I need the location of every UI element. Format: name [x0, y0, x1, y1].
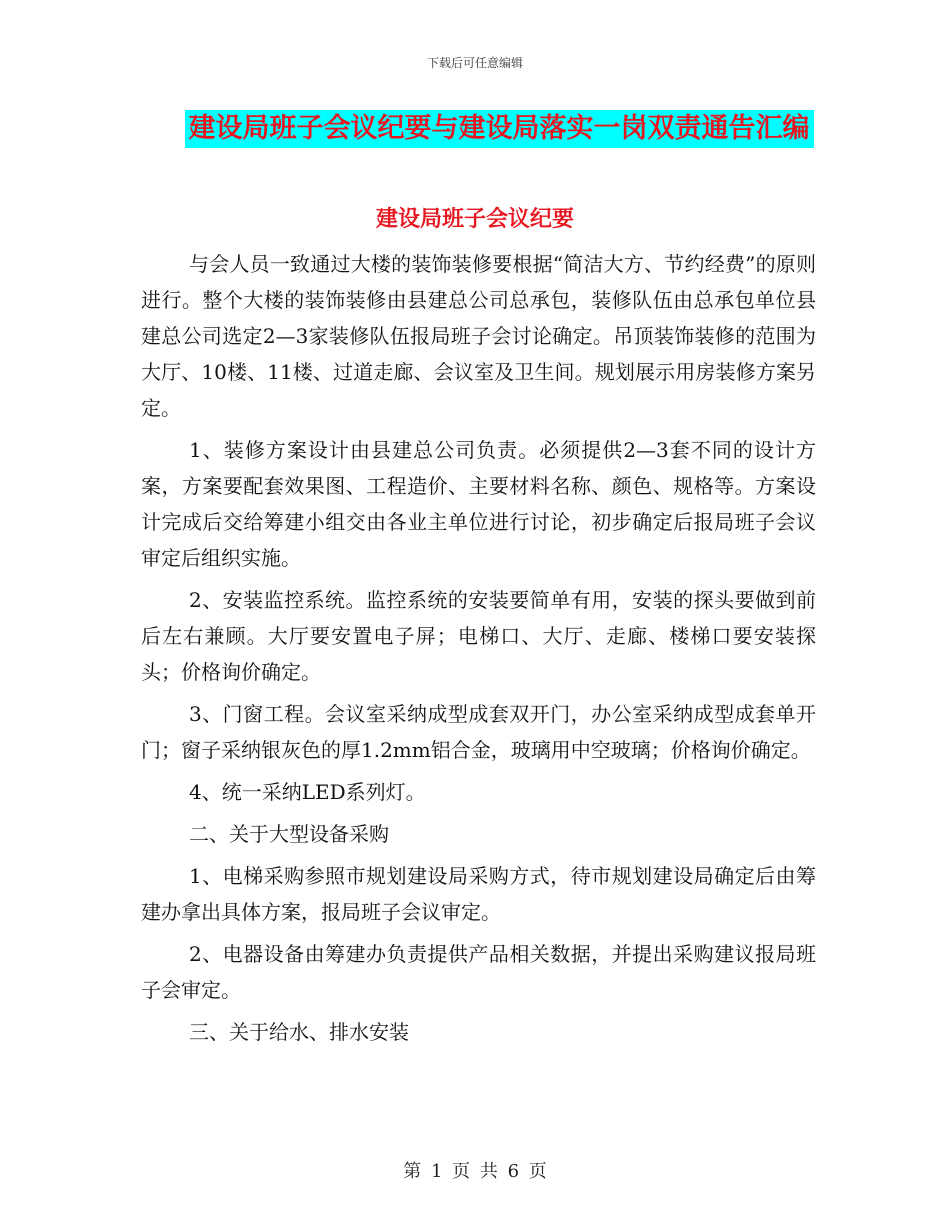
paragraph: 3、门窗工程。会议室采纳成型成套双开门，办公室采纳成型成套单开门；窗子采纳银灰色的厚1.2mm铝合金，玻璃用中空玻璃；价格询价确定。: [141, 702, 816, 762]
paragraph: 1、电梯采购参照市规划建设局采购方式，待市规划建设局确定后由筹建办拿出具体方案，报局班子会议审定。: [141, 864, 816, 924]
document-body: [141, 246, 816, 1050]
section-title: 建设局班子会议纪要: [375, 206, 574, 232]
header-note: 下载后可任意编辑: [426, 56, 523, 70]
main-title: 建设局班子会议纪要与建设局落实一岗双责通告汇编: [185, 110, 814, 148]
page-number: 第 1 页 共 6 页: [403, 1161, 547, 1182]
paragraph: 4、统一采纳LED系列灯。: [189, 780, 426, 804]
paragraph: 1、装修方案设计由县建总公司负责。必须提供2—3套不同的设计方案，方案要配套效果图、工程造价、主要材料名称、颜色、规格等。方案设计完成后交给筹建小组交由各业主单位进行讨论，初步确定后报局班子会议审定后组织实施。: [141, 438, 816, 570]
paragraph: 三、关于给水、排水安装: [189, 1020, 409, 1044]
paragraph: 与会人员一致通过大楼的装饰装修要根据“简洁大方、节约经费”的原则进行。整个大楼的装饰装修由县建总公司总承包，装修队伍由总承包单位县建总公司选定2—3家装修队伍报局班子会讨论确定。吊顶装饰装修的范围为大厅、10楼、11楼、过道走廊、会议室及卫生间。规划展示用房装修方案另定。: [141, 252, 816, 420]
paragraph: 2、安装监控系统。监控系统的安装要简单有用，安装的探头要做到前后左右兼顾。大厅要安置电子屏；电梯口、大厅、走廊、楼梯口要安装探头；价格询价确定。: [141, 588, 816, 684]
paragraph: 2、电器设备由筹建办负责提供产品相关数据，并提出采购建议报局班子会审定。: [141, 942, 816, 1002]
main-title-container: [0, 110, 950, 148]
paragraph: 二、关于大型设备采购: [189, 822, 389, 846]
